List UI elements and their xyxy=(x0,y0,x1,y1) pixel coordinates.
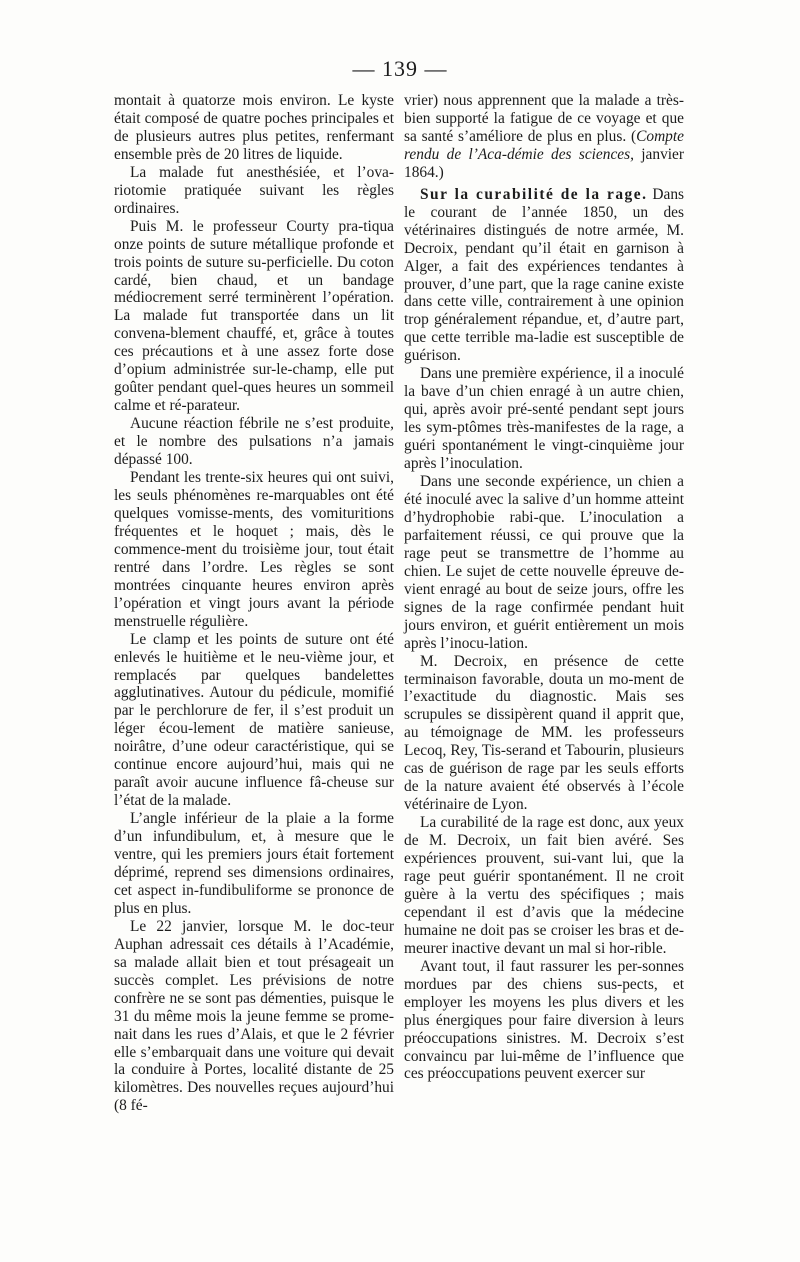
paragraph-curabilite: La curabilité de la rage est donc, aux yeux de M. Decroix, un fait bien avéré. Ses expériences prouvent, sui-vant lui, que la rage peut guérir spontanément. Il ne croit guère à la vertu des spécifiques ; mais cependant il est d’avis que la médecine humaine ne doit pas se croiser les bras et de-meurer inactive devant un mal si hor-rible. xyxy=(404,814,684,957)
paragraph-angle-inferieur: L’angle inférieur de la plaie a la forme d’un infundibulum, et, à mesure que le ventre, qui les premiers jours était fortement déprimé, reprend ses dimensions ordinaires, cet aspect in-fundibuliforme se prononce de plus en plus. xyxy=(114,810,394,917)
page-number: — 139 — xyxy=(352,56,448,81)
left-column xyxy=(114,92,394,1115)
paragraph-clamp: Le clamp et les points de suture ont été enlevés le huitième et le neu-vième jour, et remplacés par quelques bandelettes agglutinatives. Autour du pédicule, momifié par le perchlorure de fer, il s’est produit un léger écou-lement de matière sanieuse, noirâtre, d’une odeur caractéristique, qui se continue encore aujourd’hui, mais qui ne paraît avoir aucune influence fâ-cheuse sur l’état de la malade. xyxy=(114,630,394,810)
paragraph-decroix-diagnostic: M. Decroix, en présence de cette terminaison favorable, douta un mo-ment de l’exactitude du diagnostic. Mais ses scrupules se dissipèrent quand il apprit que, au témoignage de MM. les professeurs Lecoq, Rey, Tis-serand et Tabourin, plusieurs cas de guérison de rage par les seuls efforts de la nature avaient été observés à l’école vétérinaire de Lyon. xyxy=(404,652,684,814)
paragraph-suture: Puis M. le professeur Courty pra-tiqua onze points de suture métallique profonde et trois points de suture su-perficielle. Du coton cardé, bien chaud, et un bandage médiocrement serré terminèrent l’opération. La malade fut transportée dans un lit convena-blement chauffé, et, grâce à toutes ces précautions et à une assez forte dose d’opium administrée sur-le-champ, elle put goûter pendant quel-ques heures un sommeil calme et ré-parateur. xyxy=(114,217,394,415)
paragraph-seconde-experience: Dans une seconde expérience, un chien a été inoculé avec la salive d’un homme atteint d’hydrophobie rabi-que. L’inoculation a parfaitement réussi, ce qui prouve que la rage peut se transmettre de l’homme au chien. Le sujet de cette nouvelle épreuve de-vient enragé au bout de seize jours, offre les signes de la rage confirmée pendant huit jours environ, et guérit entièrement un mois après l’inocu-lation. xyxy=(404,473,684,652)
section-rage xyxy=(404,186,684,366)
citation: Compte rendu de l’Aca-démie des sciences, xyxy=(404,127,684,163)
paragraph-reaction: Aucune réaction fébrile ne s’est produite, et le nombre des pulsations n’a jamais dépassé 100. xyxy=(114,415,394,469)
section-heading: Sur la curabilité de la rage. xyxy=(420,185,648,203)
paragraph-continuation xyxy=(404,92,684,182)
paragraph-avant-tout: Avant tout, il faut rassurer les per-sonnes mordues par des chiens sus-pects, et employer les moyens les plus divers et les plus énergiques pour faire diversion à leurs préoccupations sinistres. M. Decroix s’est convaincu par lui-même de l’influence que ces préoccupations peuvent exercer sur xyxy=(404,957,684,1083)
paragraph-anesthesie: La malade fut anesthésiée, et l’ova-riotomie pratiquée suivant les règles ordinaires. xyxy=(114,163,394,217)
paragraph-trente-six-heures: Pendant les trente-six heures qui ont suivi, les seuls phénomènes re-marquables ont été quelques vomisse-ments, des vomituritions fréquentes et le hoquet ; mais, dès le commence-ment du troisième jour, tout était rentré dans l’ordre. Les règles se sont montrées cinquante heures environ après l’opération et vingt jours avant la période menstruelle régulière. xyxy=(114,469,394,630)
right-column xyxy=(404,92,684,1083)
paragraph-22-janvier: Le 22 janvier, lorsque M. le doc-teur Auphan adressait ces détails à l’Académie, sa malade allait bien et tout présageait un succès complet. Les prévisions de notre confrère ne se sont pas démenties, puisque le 31 du même mois la jeune femme se prome-nait dans les rues d’Alais, et que le 2 février elle s’embarquait dans une voiture qui devait la conduire à Portes, localité distante de 25 kilomètres. Des nouvelles reçues aujourd’hui (8 fé- xyxy=(114,917,394,1115)
citation-date: janvier 1864.) xyxy=(404,145,685,181)
section-intro: Dans le courant de l’année 1850, un des vétérinaires distingués de notre armée, M. Decroix, pendant qu’il était en garnison à Alger, a fait des expériences tendantes à prouver, d’une part, que la rage canine existe dans cette ville, contrairement à une opinion trop généralement répandue, et, d’autre part, que cette terrible ma-ladie est susceptible de guérison. xyxy=(404,185,685,365)
continuation-text: vrier) nous apprennent que la malade a très-bien supporté la fatigue de ce voyage et que sa santé s’améliore de plus en plus. ( xyxy=(404,92,684,145)
paragraph-premiere-experience: Dans une première expérience, il a inoculé la bave d’un chien enragé à un autre chien, qui, après avoir pré-senté pendant sept jours les sym-ptômes très-manifestes de la rage, a guéri spontanément le vingt-cinquième jour après l’inoculation. xyxy=(404,365,684,473)
paragraph-kyste: montait à quatorze mois environ. Le kyste était composé de quatre poches principales et de plusieurs autres plus petites, renfermant ensemble près de 20 litres de liquide. xyxy=(114,92,394,163)
